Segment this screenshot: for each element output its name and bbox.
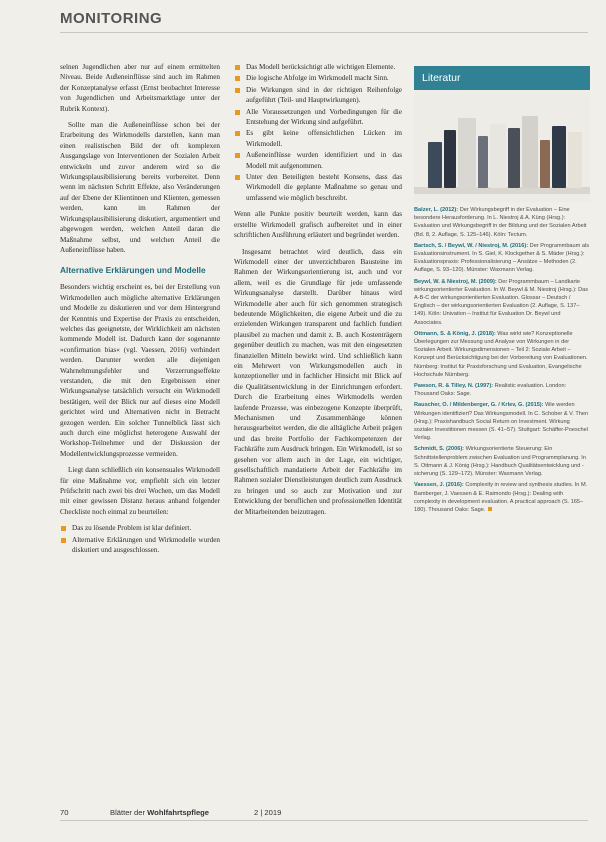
checklist-item: Die logische Abfolge im Wirkmodell macht Sinn. — [234, 73, 402, 83]
reference-text: Complexity in review and synthesis studies. In M. Bamberger, J. Vaessen & E. Raimondo (Hrsg.): Dealing with complexity in development evaluation. A practical approach (S. 165–180). Thousand Oaks: Sage. — [414, 482, 588, 513]
section-heading: Alternative Erklärungen und Modelle — [60, 265, 206, 276]
paragraph: Wenn alle Punkte positiv beurteilt werden, kann das erstellte Wirkmodell grafisch aufbereitet und in einer schriftlichen Ausführung erläutert und begründet werden. — [234, 210, 402, 240]
reference-text: Was wirkt wie? Konzeptionelle Überlegungen zur Messung und Analyse von Wirkungen in der Sozialen Arbeit. Wirkungsdimensionen – Teil 2: Soziale Arbeit – Konzept und Berücksichtigung bei der Vorbereitung von Evaluationen. Nürnberg: Institut für Praxisforschung und Evaluation, Evangelische Hochschule Nürnberg. — [414, 330, 588, 378]
footer-divider — [60, 820, 588, 821]
reference-author: Beywl, W. & Niestroj, M. (2009): — [414, 278, 497, 285]
checklist-item: Alle Voraussetzungen und Vorbedingungen für die Entstehung der Wirkung sind aufgeführt. — [234, 107, 402, 128]
reference-text: Wie werden Wirkungen identifiziert? Das Wirkungsmodell. In C. Schober & V. Then (Hrsg.): Praxishandbuch Social Return on Investment. Wirkung sozialer Investitionen messen (S. 41–57). Stuttgart: Schäffer-Poeschel Verlag. — [414, 402, 589, 442]
book-spine — [508, 128, 520, 188]
shelf — [414, 187, 590, 194]
reference-item — [414, 206, 590, 239]
checklist-item: Das Modell berücksichtigt alle wichtigen Elemente. — [234, 62, 402, 72]
reference-author: Ottmann, S. & König, J. (2018): — [414, 330, 496, 337]
reference-item — [414, 278, 590, 327]
reference-item — [414, 330, 590, 379]
checklist-item: Unter den Beteiligten besteht Konsens, dass das Wirkmodell die geplante Maßnahme so genau und umfassend wie möglich beschreibt. — [234, 172, 402, 203]
reference-item — [414, 445, 590, 478]
reference-item — [414, 481, 590, 514]
top-divider — [60, 32, 588, 33]
reference-author: Balzer, L. (2012): — [414, 207, 459, 213]
journal-name — [110, 808, 209, 817]
text-column-2 — [234, 62, 402, 523]
book-spine — [444, 130, 456, 188]
checklist-item: Die Wirkungen sind in der richtigen Reihenfolge aufgeführt (Teil- und Hauptwirkungen). — [234, 85, 402, 106]
book-spine — [540, 140, 550, 188]
book-spine — [552, 126, 566, 188]
paragraph: Sollte man die Außeneinflüsse schon bei der Erarbeitung des Wirkmodells darstellen, kann man einen realistischen Bild der oft komplexen Ausgangslage von Interventionen der Sozialen Arbeit entwickeln und zuvor anderem wird so die Wirkungsplausibilisierung bereits vorbereitet. Denn wenn im nächsten Schritt Effekte, also Veränderungen auf der Ebene der Klientinnen und Klienten, gemessen werden, kann im Rahmen der Wirkungsplausibilisierung diskutiert, argumentiert und abgewogen werden, welchen Anteil daran die Maßnahme selbst, und welchen Anteil die Außeneinflüsse haben. — [60, 121, 220, 254]
reference-text: Realistic evaluation. London: Thousand Oaks: Sage. — [414, 383, 567, 398]
reference-text: Der Programmbaum – Landkarte wirkungsorientierter Evaluation. In W. Beywl & M. Niestroj (Hrsg.): Das A-B-C der wirkungsorientierten Evaluation. Glossar – Deutsch / Englisch – der wirkungsorientierten Evaluation (2. Auflage, S. 137–149). Köln: Univation – Institut für Evaluation Dr. Beywl und Associates. — [414, 278, 589, 326]
reference-author: Bartsch, S. / Beywl, W. / Niestroj, M. (2016): — [414, 242, 529, 249]
page-number: 70 — [60, 808, 69, 817]
issue-number: 2 | 2019 — [254, 808, 282, 817]
book-spine — [522, 116, 538, 188]
book-spine — [490, 124, 506, 188]
checklist-item: Alternative Erklärungen und Wirkmodelle wurden diskutiert und ausgeschlossen. — [60, 535, 220, 556]
checklist — [60, 523, 220, 555]
checklist — [234, 62, 402, 203]
sidebar-title: Literatur — [414, 66, 590, 90]
reference-list — [414, 206, 590, 514]
reference-author: Rauscher, O. / Mildenberger, G. / Krlev, G. (2015): — [414, 402, 544, 409]
checklist-item: Außeneinflüsse wurden identifiziert und in das Modell mit aufgenommen. — [234, 150, 402, 171]
book-spine — [478, 136, 488, 188]
book-spine — [568, 132, 582, 188]
reference-author: Pawson, R. & Tilley, N. (1997): — [414, 383, 494, 390]
paragraph: selnen Jugendlichen aber nur auf einem ermittelten Niveau. Beide Außeneinflüsse sind auch im Rahmen der Konzeptanalyse erfasst (Ernst beobachtet Interesse von Jugendlichen und Arbeitsmarktlage unter der Rubrik Kontext). — [60, 63, 220, 113]
checklist-item: Es gibt keine offensichtlichen Lücken im Wirkmodell. — [234, 128, 402, 149]
literature-sidebar — [414, 66, 590, 517]
journal-prefix: Blätter der — [110, 808, 148, 817]
reference-author: Schmidt, S. (2006): — [414, 446, 465, 453]
reference-item — [414, 382, 590, 398]
checklist-item: Das zu lösende Problem ist klar definiert. — [60, 523, 220, 533]
book-spine — [428, 142, 442, 188]
reference-item — [414, 401, 590, 442]
reference-text: Der Programmbaum als Evaluationsinstrument. In S. Giel, K. Klockgether & S. Mäder (Hrsg.): Evaluationspraxis: Professionalisierung – Ansätze – Methoden (2. Auflage, S. 93–120). Münster: Waxmann Verlag. — [414, 242, 590, 274]
journal-bold: Wohlfahrtspflege — [147, 808, 210, 817]
paragraph: Liegt dann schließlich ein konsensuales Wirkmodell für eine Maßnahme vor, empfiehlt sich ein letzter Prüfschritt nach zwei bis drei Wochen, um das Modell mit einer gewissen Distanz heraus anhand folgender Checkliste noch einmal zu beurteilen: — [60, 466, 220, 516]
book-spine — [458, 118, 476, 188]
paragraph: Insgesamt betrachtet wird deutlich, dass ein Wirkmodell einer der unverzichtbaren Bausteine im Rahmen der Wirkungsorientierung ist, auch und vor allem, weil es die Grundlage für jede umfassende Wirkungsanalyse darstellt. Darüber hinaus wird Wirkmodelle aber auch für sich genommen strategisch bedeutende Möglichkeiten, die eigene Arbeit und die zu erzielenden Wirkungen transparent und fachlich fundiert plausibel zu machen und damit z. B. auch Kostenträgern gegenüber deutlich zu machen, was mit den eingesetzten finanziellen Mitteln bewirkt wird. Und schließlich kann ein Mehrwert von Wirkungsmodellen auch in konzeptioneller und in fachlicher Hinsicht mit Blick auf die Qualitätsentwicklung in der Einrichtungen erfordert. Durch die Erarbeitung eines Wirkmodells werden laufende Prozesse, was einbezogene Konzepte überprüft, Mechanismen und Zusammenhänge können herausgearbeitet werden, die die alltägliche Arbeit prägen und das breite Portfolio der Fachkompetenzen der Fachkräfte zum Ausdruck bringen. Ein Wirkmodell, ist so gesehen vor allem auch in der Lage, ein wichtiger, gesellschaftlich mandatierte Arbeit der Fachkräfte im Rahmen sozialer Dienstleistungen deutlich zum Ausdruck zu bringen und so auch zur Motivation und zur Entwicklung der beruflichen und professionellen Identität der Mitarbeitenden beizutragen. — [234, 247, 402, 516]
section-title: MONITORING — [60, 10, 163, 27]
text-column-1 — [60, 62, 220, 561]
end-mark — [488, 507, 492, 511]
reference-text: Der Wirkungsbegriff in der Evaluation – Eine besondere Herausforderung. In L. Niestroj & A. Küng (Hrsg.): Evaluation und Wirkungsbegriff in der Bildung und der Sozialen Arbeit (Bd. 8, 2. Auflage, S. 125–146). Köln: Tectum. — [414, 207, 587, 238]
paragraph: Besonders wichtig erscheint es, bei der Erstellung von Wirkmodellen auch mögliche alternative Erklärungen und Modelle zu diskutieren und vor dem Hintergrund der Kenntnis und Expertise der Praxis zu entscheiden, welches das geeignetste, der Wirklichkeit am nächsten kommende Modell ist. Dadurch kann der sogenannte »confirmation bias« (vgl. Vaessen, 2016) verhindert werden. Darunter werden alle diejenigen Wahrnehmungsfehler und Verzerrungseffekte verstanden, die mit den Ergebnissen einer Wirkungsanalyse tatsächlich versucht ein Wirkmodell bestätigen, weil der Blick nur auf dieses eine Modell gerichtet wird und Alternativen nicht in Betracht gezogen werden. Ein solcher Tunnelblick lässt sich auch durch eine möglichst heterogene Auswahl der Workshop-Teilnehmer und der Diskussion der Modellentwicklungsprozesse vermeiden. — [60, 283, 220, 458]
reference-item — [414, 242, 590, 275]
reference-author: Vaessen, J. (2016): — [414, 482, 464, 489]
reference-text: Wirkungsorientierte Steuerung: Ein Schnittstellenproblem zwischen Evaluation und Programmplanung. In S. Ottmann & J. König (Hrsg.): Handbuch Qualitätsentwicklung und -sicherung (S. 129–172). Münster: Waxmann Verlag. — [414, 446, 586, 478]
books-photo — [414, 90, 590, 202]
